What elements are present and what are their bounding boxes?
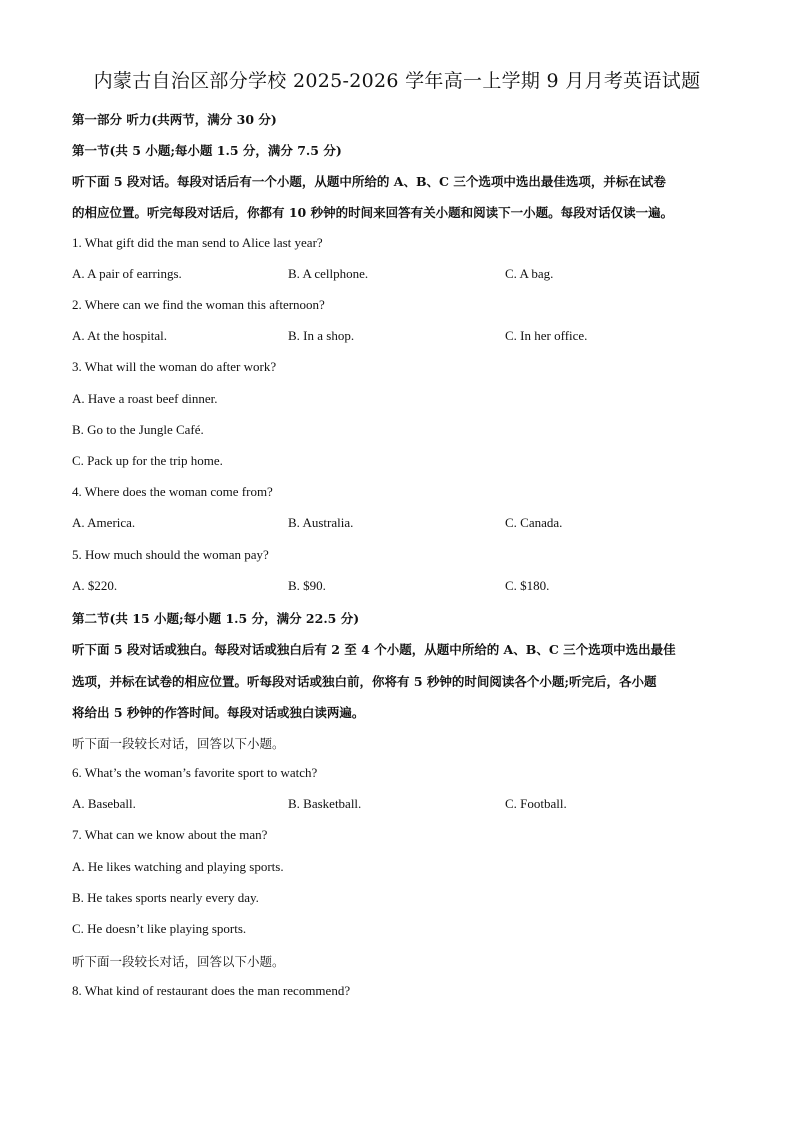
q4-option-b: B. Australia. [288,515,354,530]
q2-option-a: A. At the hospital. [72,328,167,343]
section2-heading: 第二节(共 15 小题;每小题 1.5 分，满分 22.5 分) [72,611,360,626]
q2-option-c: C. In her office. [505,328,588,343]
question-1: 1. What gift did the man send to Alice last year? [72,235,323,250]
q1-option-c: C. A bag. [505,266,554,281]
section2-instruction-line: 选项，并标在试卷的相应位置。听每段对话或独白前，你将有 5 秒钟的时间阅读各个小题;听完后，各小题 [72,674,657,689]
q5-option-a: A. $220. [72,578,118,593]
q3-option-a: A. Have a roast beef dinner. [72,391,218,406]
q5-option-c: C. $180. [505,578,550,593]
question-3: 3. What will the woman do after work? [72,359,277,374]
q4-option-a: A. America. [72,515,136,530]
exam-title: 内蒙古自治区部分学校 2025-2026 学年高一上学期 9 月月考英语试题 [93,70,701,92]
q6-option-b: B. Basketball. [288,796,362,811]
section2-instruction-line: 听下面 5 段对话或独白。每段对话或独白后有 2 至 4 个小题，从题中所给的 A、B、C 三个选项中选出最佳 [72,642,676,657]
question-7: 7. What can we know about the man? [72,827,268,842]
q2-option-b: B. In a shop. [288,328,355,343]
part1-heading: 第一部分 听力(共两节，满分 30 分) [72,112,277,127]
q1-option-a: A. A pair of earrings. [72,266,182,281]
section1-instruction-line: 听下面 5 段对话。每段对话后有一个小题，从题中所给的 A、B、C 三个选项中选出最佳选项，并标在试卷 [72,174,666,189]
section2-instruction-line: 将给出 5 秒钟的作答时间。每段对话或独白读两遍。 [72,705,365,720]
section1-heading: 第一节(共 5 小题;每小题 1.5 分，满分 7.5 分) [72,143,342,158]
question-4: 4. Where does the woman come from? [72,484,273,499]
question-8: 8. What kind of restaurant does the man recommend? [72,983,351,998]
q6-option-c: C. Football. [505,796,567,811]
section1-instruction-line: 的相应位置。听完每段对话后，你都有 10 秒钟的时间来回答有关小题和阅读下一小题。每段对话仅读一遍。 [72,205,674,220]
q5-option-b: B. $90. [288,578,326,593]
listen-prompt: 听下面一段较长对话，回答以下小题。 [72,736,285,751]
q3-option-b: B. Go to the Jungle Café. [72,422,204,437]
question-2: 2. Where can we find the woman this afternoon? [72,297,325,312]
q7-option-a: A. He likes watching and playing sports. [72,859,284,874]
question-5: 5. How much should the woman pay? [72,547,269,562]
listen-prompt: 听下面一段较长对话，回答以下小题。 [72,954,285,969]
q6-option-a: A. Baseball. [72,796,136,811]
q7-option-b: B. He takes sports nearly every day. [72,890,259,905]
q7-option-c: C. He doesn’t like playing sports. [72,921,247,936]
q1-option-b: B. A cellphone. [288,266,369,281]
q3-option-c: C. Pack up for the trip home. [72,453,223,468]
q4-option-c: C. Canada. [505,515,563,530]
question-6: 6. What’s the woman’s favorite sport to watch? [72,765,318,780]
